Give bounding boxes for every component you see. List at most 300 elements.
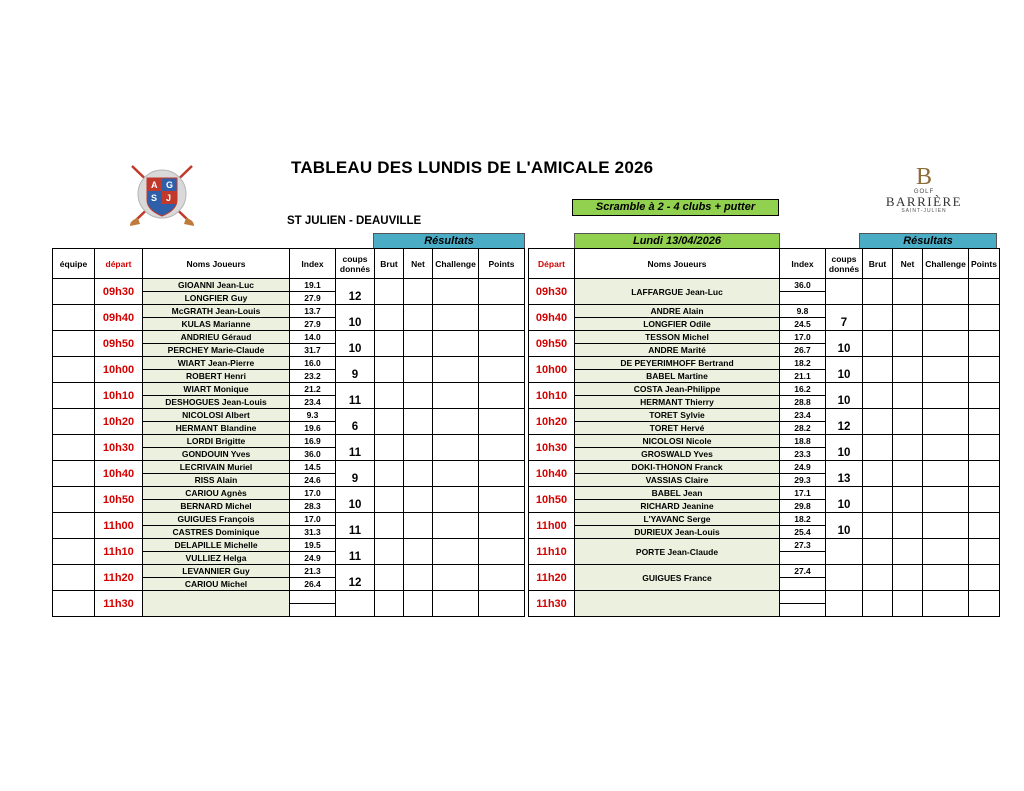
player-name: GONDOUIN Yves [143, 448, 290, 461]
strokes-given: 10 [336, 331, 375, 357]
strokes-given [336, 591, 375, 617]
player-index: 21.3 [290, 565, 336, 578]
player-name: TORET Sylvie [575, 409, 780, 422]
logo-letter: G [166, 180, 174, 190]
player-name: LONGFIER Guy [143, 292, 290, 305]
player-index: 17.0 [780, 331, 826, 344]
result-net-cell[interactable] [404, 305, 433, 331]
result-challenge-cell[interactable] [433, 409, 479, 435]
result-points-cell[interactable] [479, 279, 525, 305]
player-index: 29.3 [780, 474, 826, 487]
team-cell[interactable] [53, 409, 95, 435]
result-net-cell[interactable] [893, 513, 923, 539]
tee-time: 11h20 [529, 565, 575, 591]
result-brut-cell[interactable] [375, 409, 404, 435]
col-header: Noms Joueurs [575, 249, 780, 279]
club-logo [124, 162, 200, 230]
result-points-cell[interactable] [969, 565, 1000, 591]
player-index: 24.9 [290, 552, 336, 565]
player-name: LEVANNIER Guy [143, 565, 290, 578]
result-challenge-cell[interactable] [923, 435, 969, 461]
result-challenge-cell[interactable] [923, 513, 969, 539]
result-points-cell[interactable] [479, 331, 525, 357]
player-index: 36.0 [290, 448, 336, 461]
result-brut-cell[interactable] [863, 279, 893, 305]
tee-time: 10h30 [95, 435, 143, 461]
result-challenge-cell[interactable] [923, 331, 969, 357]
player-name: PERCHEY Marie-Claude [143, 344, 290, 357]
result-brut-cell[interactable] [863, 487, 893, 513]
strokes-given: 10 [826, 357, 863, 383]
result-challenge-cell[interactable] [433, 565, 479, 591]
result-brut-cell[interactable] [375, 383, 404, 409]
player-name: DOKI-THONON Franck [575, 461, 780, 474]
result-points-cell[interactable] [479, 409, 525, 435]
tee-time: 11h30 [529, 591, 575, 617]
col-header: équipe [53, 249, 95, 279]
result-points-cell[interactable] [969, 539, 1000, 565]
tee-time: 09h40 [95, 305, 143, 331]
player-name: CARIOU Michel [143, 578, 290, 591]
col-header: coups donnés [826, 249, 863, 279]
strokes-given: 10 [826, 383, 863, 409]
player-index: 18.2 [780, 357, 826, 370]
result-net-cell[interactable] [893, 305, 923, 331]
result-net-cell[interactable] [893, 461, 923, 487]
player-index[interactable] [780, 604, 826, 617]
player-index: 21.1 [780, 370, 826, 383]
player-index: 23.4 [780, 409, 826, 422]
player-name[interactable] [575, 591, 780, 617]
player-name: LORDI Brigitte [143, 435, 290, 448]
player-index[interactable] [290, 604, 336, 617]
result-points-cell[interactable] [479, 461, 525, 487]
result-challenge-cell[interactable] [923, 279, 969, 305]
table-row [53, 331, 1000, 344]
player-index: 31.7 [290, 344, 336, 357]
result-challenge-cell[interactable] [923, 487, 969, 513]
player-index: 24.9 [780, 461, 826, 474]
result-points-cell[interactable] [969, 513, 1000, 539]
player-index: 17.0 [290, 487, 336, 500]
result-brut-cell[interactable] [375, 357, 404, 383]
player-index [780, 578, 826, 591]
col-header: Net [404, 249, 433, 279]
player-name: WIART Monique [143, 383, 290, 396]
results-header-left: Résultats [373, 233, 525, 249]
tee-time: 09h30 [529, 279, 575, 305]
result-challenge-cell[interactable] [433, 591, 479, 617]
player-name: DURIEUX Jean-Louis [575, 526, 780, 539]
result-net-cell[interactable] [893, 565, 923, 591]
player-index: 23.2 [290, 370, 336, 383]
player-index: 27.9 [290, 318, 336, 331]
player-name: GROSWALD Yves [575, 448, 780, 461]
table-row [53, 539, 1000, 552]
player-index: 9.8 [780, 305, 826, 318]
result-points-cell[interactable] [479, 591, 525, 617]
result-net-cell[interactable] [404, 487, 433, 513]
tee-time: 10h20 [529, 409, 575, 435]
result-brut-cell[interactable] [863, 409, 893, 435]
result-points-cell[interactable] [969, 331, 1000, 357]
player-index: 27.3 [780, 539, 826, 552]
player-index: 16.0 [290, 357, 336, 370]
player-index: 24.6 [290, 474, 336, 487]
team-cell[interactable] [53, 591, 95, 617]
strokes-given [826, 591, 863, 617]
result-brut-cell[interactable] [863, 461, 893, 487]
col-header: Points [479, 249, 525, 279]
player-name: KULAS Marianne [143, 318, 290, 331]
result-points-cell[interactable] [969, 487, 1000, 513]
result-challenge-cell[interactable] [923, 539, 969, 565]
result-net-cell[interactable] [404, 331, 433, 357]
result-brut-cell[interactable] [863, 539, 893, 565]
tee-time: 10h00 [95, 357, 143, 383]
result-points-cell[interactable] [969, 357, 1000, 383]
result-challenge-cell[interactable] [923, 305, 969, 331]
result-brut-cell[interactable] [863, 513, 893, 539]
team-cell[interactable] [53, 487, 95, 513]
tee-time: 09h50 [95, 331, 143, 357]
result-net-cell[interactable] [893, 279, 923, 305]
player-name: HERMANT Thierry [575, 396, 780, 409]
result-brut-cell[interactable] [375, 513, 404, 539]
team-cell[interactable] [53, 331, 95, 357]
player-index: 9.3 [290, 409, 336, 422]
player-index: 19.6 [290, 422, 336, 435]
strokes-given: 10 [336, 305, 375, 331]
table-row [53, 305, 1000, 318]
tee-time: 11h00 [529, 513, 575, 539]
strokes-given [826, 279, 863, 305]
col-header: Brut [863, 249, 893, 279]
strokes-given: 10 [826, 513, 863, 539]
result-net-cell[interactable] [893, 487, 923, 513]
table-row [53, 279, 1000, 292]
result-net-cell[interactable] [404, 591, 433, 617]
tee-time-table [52, 248, 1000, 617]
tee-time: 11h20 [95, 565, 143, 591]
player-index: 16.9 [290, 435, 336, 448]
team-cell[interactable] [53, 357, 95, 383]
result-challenge-cell[interactable] [923, 565, 969, 591]
player-index: 13.7 [290, 305, 336, 318]
col-header: Net [893, 249, 923, 279]
logo-letter: S [151, 193, 158, 203]
team-cell[interactable] [53, 539, 95, 565]
result-net-cell[interactable] [404, 383, 433, 409]
col-header: Points [969, 249, 1000, 279]
tee-time: 10h10 [529, 383, 575, 409]
result-brut-cell[interactable] [375, 565, 404, 591]
team-cell[interactable] [53, 565, 95, 591]
player-index: 23.4 [290, 396, 336, 409]
col-header: Challenge [923, 249, 969, 279]
result-net-cell[interactable] [893, 409, 923, 435]
player-index: 21.2 [290, 383, 336, 396]
player-name: LONGFIER Odile [575, 318, 780, 331]
result-net-cell[interactable] [893, 435, 923, 461]
team-cell[interactable] [53, 435, 95, 461]
col-header: départ [95, 249, 143, 279]
player-index: 29.8 [780, 500, 826, 513]
col-header: Challenge [433, 249, 479, 279]
tee-time: 10h30 [529, 435, 575, 461]
team-cell[interactable] [53, 383, 95, 409]
player-name: NICOLOSI Albert [143, 409, 290, 422]
team-cell[interactable] [53, 305, 95, 331]
strokes-given: 11 [336, 539, 375, 565]
page-title: TABLEAU DES LUNDIS DE L'AMICALE 2026 [291, 158, 654, 177]
team-cell[interactable] [53, 461, 95, 487]
result-points-cell[interactable] [479, 305, 525, 331]
player-index[interactable] [290, 591, 336, 604]
col-header: Noms Joueurs [143, 249, 290, 279]
player-index: 28.8 [780, 396, 826, 409]
date-header: Lundi 13/04/2026 [574, 233, 780, 249]
player-index: 17.1 [780, 487, 826, 500]
col-header: Index [780, 249, 826, 279]
player-name: RISS Alain [143, 474, 290, 487]
player-name: WIART Jean-Pierre [143, 357, 290, 370]
table-row [53, 565, 1000, 578]
result-challenge-cell[interactable] [923, 591, 969, 617]
player-name: VASSIAS Claire [575, 474, 780, 487]
result-net-cell[interactable] [893, 331, 923, 357]
result-challenge-cell[interactable] [433, 487, 479, 513]
player-name: NICOLOSI Nicole [575, 435, 780, 448]
player-index: 23.3 [780, 448, 826, 461]
result-points-cell[interactable] [479, 513, 525, 539]
strokes-given: 11 [336, 383, 375, 409]
logo-letter: A [151, 180, 158, 190]
table-row [53, 487, 1000, 500]
player-index: 24.5 [780, 318, 826, 331]
tee-time: 10h40 [529, 461, 575, 487]
result-challenge-cell[interactable] [923, 461, 969, 487]
player-index [780, 552, 826, 565]
result-net-cell[interactable] [404, 435, 433, 461]
tee-time: 11h00 [95, 513, 143, 539]
tee-time: 11h10 [529, 539, 575, 565]
result-challenge-cell[interactable] [433, 279, 479, 305]
result-challenge-cell[interactable] [433, 513, 479, 539]
player-name: TORET Hervé [575, 422, 780, 435]
player-name: HERMANT Blandine [143, 422, 290, 435]
player-name: BABEL Jean [575, 487, 780, 500]
result-points-cell[interactable] [479, 539, 525, 565]
result-brut-cell[interactable] [375, 461, 404, 487]
player-index: 18.2 [780, 513, 826, 526]
player-name: LECRIVAIN Muriel [143, 461, 290, 474]
tee-time: 09h40 [529, 305, 575, 331]
player-index: 26.4 [290, 578, 336, 591]
logo-line1: GOLF [913, 189, 935, 195]
result-net-cell[interactable] [893, 357, 923, 383]
player-index: 17.0 [290, 513, 336, 526]
col-header: Brut [375, 249, 404, 279]
strokes-given [826, 565, 863, 591]
player-name: ROBERT Henri [143, 370, 290, 383]
player-name: GUIGUES France [575, 565, 780, 591]
result-net-cell[interactable] [404, 409, 433, 435]
result-brut-cell[interactable] [375, 435, 404, 461]
result-challenge-cell[interactable] [923, 383, 969, 409]
results-header-right: Résultats [859, 233, 997, 249]
player-name: BABEL Martine [575, 370, 780, 383]
team-cell[interactable] [53, 513, 95, 539]
result-points-cell[interactable] [969, 383, 1000, 409]
result-brut-cell[interactable] [375, 487, 404, 513]
result-challenge-cell[interactable] [433, 357, 479, 383]
player-index: 31.3 [290, 526, 336, 539]
result-brut-cell[interactable] [375, 331, 404, 357]
table-row [53, 461, 1000, 474]
player-name: L'YAVANC Serge [575, 513, 780, 526]
result-brut-cell[interactable] [863, 305, 893, 331]
player-index[interactable] [780, 591, 826, 604]
result-net-cell[interactable] [893, 539, 923, 565]
player-index: 16.2 [780, 383, 826, 396]
col-header: Départ [529, 249, 575, 279]
player-name: TESSON Michel [575, 331, 780, 344]
location-label: ST JULIEN - DEAUVILLE [287, 215, 422, 227]
result-net-cell[interactable] [404, 461, 433, 487]
result-net-cell[interactable] [404, 357, 433, 383]
result-challenge-cell[interactable] [433, 539, 479, 565]
table-row [53, 435, 1000, 448]
tee-time: 09h50 [529, 331, 575, 357]
result-challenge-cell[interactable] [433, 383, 479, 409]
tee-time: 10h20 [95, 409, 143, 435]
result-net-cell[interactable] [893, 591, 923, 617]
player-index: 28.3 [290, 500, 336, 513]
player-index: 19.1 [290, 279, 336, 292]
player-name: DESHOGUES Jean-Louis [143, 396, 290, 409]
strokes-given: 10 [336, 487, 375, 513]
tee-time: 09h30 [95, 279, 143, 305]
result-brut-cell[interactable] [863, 591, 893, 617]
result-brut-cell[interactable] [863, 435, 893, 461]
strokes-given: 10 [826, 487, 863, 513]
logo-line3: SAINT-JULIEN [901, 208, 947, 214]
result-points-cell[interactable] [969, 279, 1000, 305]
player-name: DE PEYERIMHOFF Bertrand [575, 357, 780, 370]
player-index: 28.2 [780, 422, 826, 435]
result-brut-cell[interactable] [863, 565, 893, 591]
result-brut-cell[interactable] [375, 305, 404, 331]
result-challenge-cell[interactable] [923, 409, 969, 435]
result-brut-cell[interactable] [375, 279, 404, 305]
result-net-cell[interactable] [404, 565, 433, 591]
player-name: GIOANNI Jean-Luc [143, 279, 290, 292]
player-name: COSTA Jean-Philippe [575, 383, 780, 396]
strokes-given: 9 [336, 461, 375, 487]
result-brut-cell[interactable] [863, 331, 893, 357]
player-index: 36.0 [780, 279, 826, 292]
strokes-given: 11 [336, 435, 375, 461]
player-index [780, 292, 826, 305]
result-brut-cell[interactable] [863, 357, 893, 383]
tee-time: 10h00 [529, 357, 575, 383]
player-name: ANDRE Marité [575, 344, 780, 357]
result-challenge-cell[interactable] [433, 435, 479, 461]
result-points-cell[interactable] [479, 435, 525, 461]
result-challenge-cell[interactable] [433, 305, 479, 331]
result-net-cell[interactable] [404, 513, 433, 539]
player-index: 14.0 [290, 331, 336, 344]
strokes-given: 7 [826, 305, 863, 331]
player-name: RICHARD Jeanine [575, 500, 780, 513]
result-points-cell[interactable] [479, 565, 525, 591]
result-challenge-cell[interactable] [433, 331, 479, 357]
strokes-given: 13 [826, 461, 863, 487]
team-cell[interactable] [53, 279, 95, 305]
result-challenge-cell[interactable] [923, 357, 969, 383]
table-header-row [53, 249, 1000, 279]
player-name: DELAPILLE Michelle [143, 539, 290, 552]
logo-line2: BARRIÈRE [885, 194, 963, 209]
result-brut-cell[interactable] [375, 539, 404, 565]
result-points-cell[interactable] [969, 461, 1000, 487]
result-brut-cell[interactable] [863, 383, 893, 409]
strokes-given: 6 [336, 409, 375, 435]
col-header: coups donnés [336, 249, 375, 279]
result-points-cell[interactable] [479, 357, 525, 383]
result-points-cell[interactable] [969, 409, 1000, 435]
table-row [53, 591, 1000, 604]
player-name: PORTE Jean-Claude [575, 539, 780, 565]
table-row [53, 513, 1000, 526]
player-index: 26.7 [780, 344, 826, 357]
player-name: CASTRES Dominique [143, 526, 290, 539]
player-name: GUIGUES François [143, 513, 290, 526]
strokes-given: 12 [826, 409, 863, 435]
result-points-cell[interactable] [969, 591, 1000, 617]
strokes-given: 12 [336, 279, 375, 305]
tee-time: 10h50 [529, 487, 575, 513]
result-net-cell[interactable] [893, 383, 923, 409]
player-name: VULLIEZ Helga [143, 552, 290, 565]
strokes-given: 10 [826, 331, 863, 357]
player-name: ANDRIEU Géraud [143, 331, 290, 344]
tee-time: 10h40 [95, 461, 143, 487]
player-name: LAFFARGUE Jean-Luc [575, 279, 780, 305]
result-challenge-cell[interactable] [433, 461, 479, 487]
player-name[interactable] [143, 591, 290, 617]
player-name: McGRATH Jean-Louis [143, 305, 290, 318]
logo-mark: B [915, 164, 932, 190]
result-points-cell[interactable] [969, 305, 1000, 331]
logo-letter: J [166, 193, 172, 203]
strokes-given: 11 [336, 513, 375, 539]
player-name: BERNARD Michel [143, 500, 290, 513]
player-index: 27.9 [290, 292, 336, 305]
result-points-cell[interactable] [479, 487, 525, 513]
result-net-cell[interactable] [404, 539, 433, 565]
result-points-cell[interactable] [479, 383, 525, 409]
strokes-given: 12 [336, 565, 375, 591]
result-net-cell[interactable] [404, 279, 433, 305]
player-index: 25.4 [780, 526, 826, 539]
tee-time: 10h10 [95, 383, 143, 409]
result-brut-cell[interactable] [375, 591, 404, 617]
player-index: 27.4 [780, 565, 826, 578]
result-points-cell[interactable] [969, 435, 1000, 461]
tee-time: 11h30 [95, 591, 143, 617]
